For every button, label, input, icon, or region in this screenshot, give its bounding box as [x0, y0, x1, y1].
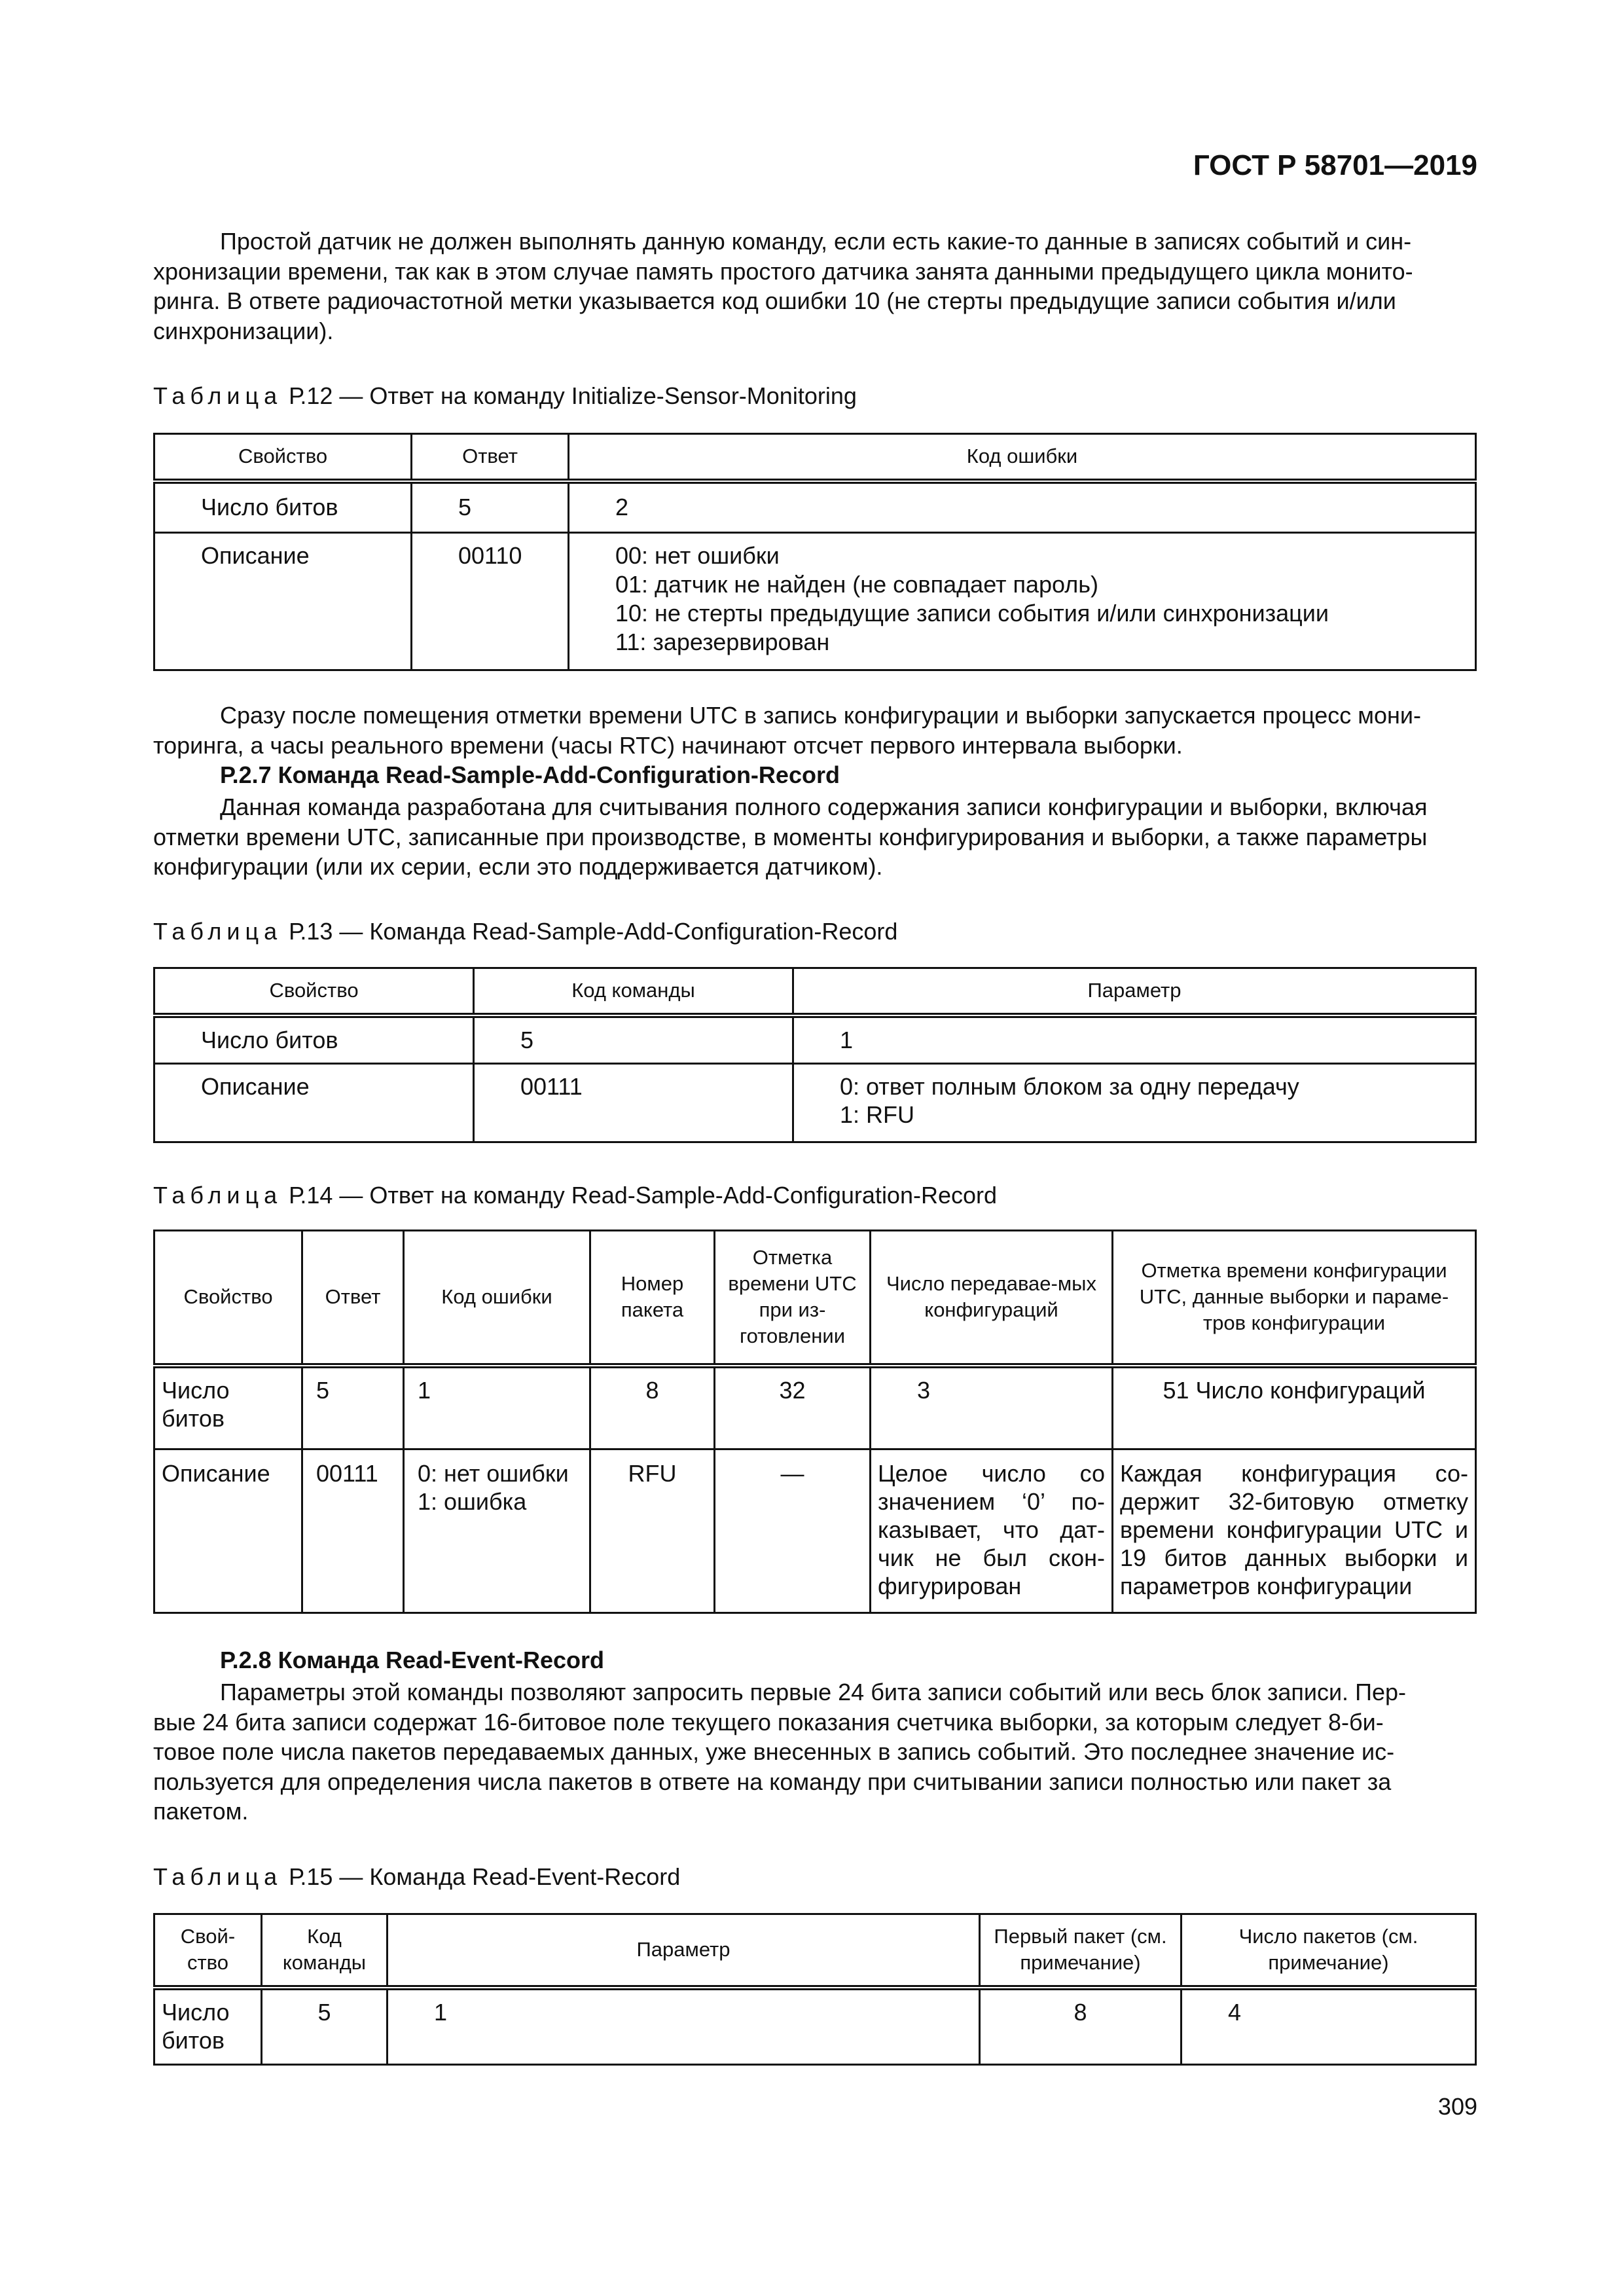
page-number: 309	[1437, 2093, 1477, 2120]
header-cell: Отметка времени конфигурации UTC, данные выборки и параме-тров конфигурации	[1113, 1231, 1476, 1366]
paragraph-monitoring-start: Сразу после помещения отметки времени UTC в запись конфигурации и выборки запускается процесс мони- торинга, а часы реального времени (часы RTC) начинают отсчет первого интервала выборки.	[153, 702, 1422, 759]
table-row: Число битов 5 1 8 4	[154, 1988, 1476, 2065]
table-13	[153, 967, 1477, 1143]
header-cell: Свойство	[154, 434, 412, 481]
header-cell: Число передавае-мых конфигураций	[871, 1231, 1113, 1366]
table-15-caption: Таблица Р.15 — Команда Read-Event-Record	[153, 1863, 681, 1890]
table-12	[153, 433, 1477, 671]
table-row: Описание 00111 0: нет ошибки 1: ошибка RFU — Целое число со значением ‘0’ по-казывает, что дат-чик не был скон-фигурирован Каждая конфигурация со-держит 32-битовую отметку времени конфигурации UTC и 19 битов данных выборки и параметров конфигурации	[154, 1449, 1476, 1613]
header-cell: Код ошибки	[404, 1231, 590, 1366]
table-13-caption: Таблица Р.13 — Команда Read-Sample-Add-Configuration-Record	[153, 918, 898, 945]
section-heading-p27: Р.2.7 Команда Read-Sample-Add-Configuration-Record	[220, 761, 840, 788]
table-row: Число битов 5 1 8 32 3 51 Число конфигураций	[154, 1366, 1476, 1449]
table-14	[153, 1230, 1477, 1614]
paragraph-p27: Данная команда разработана для считывания полного содержания записи конфигурации и выборки, включая отметки времени UTC, записанные при производстве, в моменты конфигурирования и выборки, а также параметры конфигурации (или их серии, если это поддерживается датчиком).	[153, 793, 1428, 880]
header-cell: Ответ	[302, 1231, 404, 1366]
header-cell: Ответ	[412, 434, 569, 481]
header-cell: Свойство	[154, 968, 474, 1015]
header-cell: Параметр	[388, 1914, 980, 1988]
section-heading-p28: Р.2.8 Команда Read-Event-Record	[220, 1647, 605, 1673]
table-row: Описание 00111 0: ответ полным блоком за одну передачу 1: RFU	[154, 1064, 1476, 1142]
table-row: Число битов 5 2	[154, 481, 1476, 533]
header-cell: Первый пакет (см. примечание)	[980, 1914, 1182, 1988]
table-14-caption: Таблица Р.14 — Ответ на команду Read-Sample-Add-Configuration-Record	[153, 1182, 998, 1209]
header-cell: Параметр	[793, 968, 1476, 1015]
document-number: ГОСТ Р 58701—2019	[1193, 149, 1477, 181]
header-cell: Число пакетов (см. примечание)	[1182, 1914, 1476, 1988]
header-cell: Код команды	[262, 1914, 388, 1988]
paragraph-simple-sensor: Простой датчик не должен выполнять данную команду, если есть какие-то данные в записях событий и син- хронизации времени, так как в этом случае память простого датчика занята данными предыдущего цикла монито- ринга. В ответе радиочастотной метки указывается код ошибки 10 (не стерты предыдущие записи события и/или синхронизации).	[153, 228, 1413, 344]
header-cell: Свойство	[154, 1231, 302, 1366]
table-12-caption: Таблица Р.12 — Ответ на команду Initialize-Sensor-Monitoring	[153, 382, 857, 409]
paragraph-p28: Параметры этой команды позволяют запросить первые 24 бита записи событий или весь блок записи. Пер- вые 24 бита записи содержат 16-битовое поле текущего показания счетчика выборки, за которым следует 8-би- товое поле числа пакетов передаваемых данных, уже внесенных в запись событий. Это последнее значение ис- пользуется для определения числа пакетов в ответе на команду при считывании записи полностью или пакет за пакетом.	[153, 1679, 1406, 1825]
table-15	[153, 1913, 1477, 2066]
header-cell: Код команды	[474, 968, 793, 1015]
header-cell: Свой-ство	[154, 1914, 262, 1988]
table-row: Число битов 5 1	[154, 1015, 1476, 1064]
header-cell: Код ошибки	[569, 434, 1476, 481]
table-row: Описание 00110 00: нет ошибки 01: датчик не найден (не совпадает пароль) 10: не стерты предыдущие записи события и/или синхронизации 11: зарезервирован	[154, 533, 1476, 670]
header-cell: Номер пакета	[590, 1231, 715, 1366]
header-cell: Отметка времени UTC при из-готовлении	[715, 1231, 871, 1366]
